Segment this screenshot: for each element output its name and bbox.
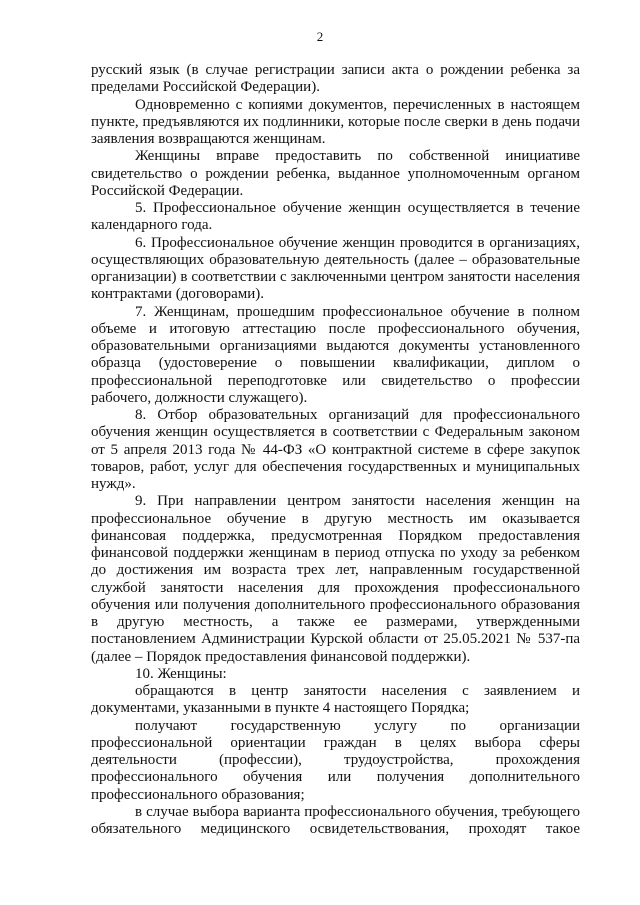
paragraph: обращаются в центр занятости населения с заявлением и документами, указанными в пункте 4 настоящего Порядка;	[91, 683, 580, 717]
paragraph: 8. Отбор образовательных организаций для профессионального обучения женщин осуществляется в соответствии с Федеральным законом от 5 апреля 2013 года № 44-ФЗ «О контрактной системе в сфере закупок товаров, работ, услуг для обеспечения государственных и муниципальных нужд».	[91, 407, 580, 492]
paragraph: 7. Женщинам, прошедшим профессиональное обучение в полном объеме и итоговую аттестацию после профессионального обучения, образовательными организациями выдаются документы установленного образца (удостоверение о повышении квалификации, диплом о профессиональной переподготовке или свидетельство о профессии рабочего, должности служащего).	[91, 303, 580, 406]
paragraph: Женщины вправе предоставить по собственной инициативе свидетельство о рождении ребенка, выданное уполномоченным органом Российской Федерации.	[91, 148, 580, 199]
paragraph: Одновременно с копиями документов, перечисленных в настоящем пункте, предъявляются их подлинники, которые после сверки в день подачи заявления возвращаются женщинам.	[91, 96, 580, 147]
paragraph: 10. Женщины:	[135, 665, 227, 682]
paragraph: 5. Профессиональное обучение женщин осуществляется в течение календарного года.	[91, 200, 580, 234]
paragraph: 9. При направлении центром занятости населения женщин на профессиональное обучение в другую местность им оказывается финансовая поддержка, предусмотренная Порядком предоставления финансовой поддержки женщинам в период отпуска по уходу за ребенком до достижения им возраста трех лет, направленным государственной службой занятости населения для прохождения профессионального обучения или получения дополнительного профессионального образования в другую местность, а также ее размерами, утвержденными постановлением Администрации Курской области от 25.05.2021 № 537-па (далее – Порядок предоставления финансовой поддержки).	[91, 493, 580, 665]
paragraph: в случае выбора варианта профессионального обучения, требующего обязательного медицинского освидетельствования, проходят такое	[91, 803, 580, 837]
page-number: 2	[316, 29, 324, 44]
paragraph: получают государственную услугу по организации профессиональной ориентации граждан в целях выбора сферы деятельности (профессии), трудоустройства, прохождения профессионального обучения или получения дополнительного профессионального образования;	[91, 717, 580, 803]
paragraph: 6. Профессиональное обучение женщин проводится в организациях, осуществляющих образовательную деятельность (далее – образовательные организации) в соответствии с заключенными центром занятости населения контрактами (договорами).	[91, 234, 580, 303]
document-body	[91, 62, 580, 838]
paragraph: русский язык (в случае регистрации записи акта о рождении ребенка за пределами Российской Федерации).	[91, 62, 580, 96]
